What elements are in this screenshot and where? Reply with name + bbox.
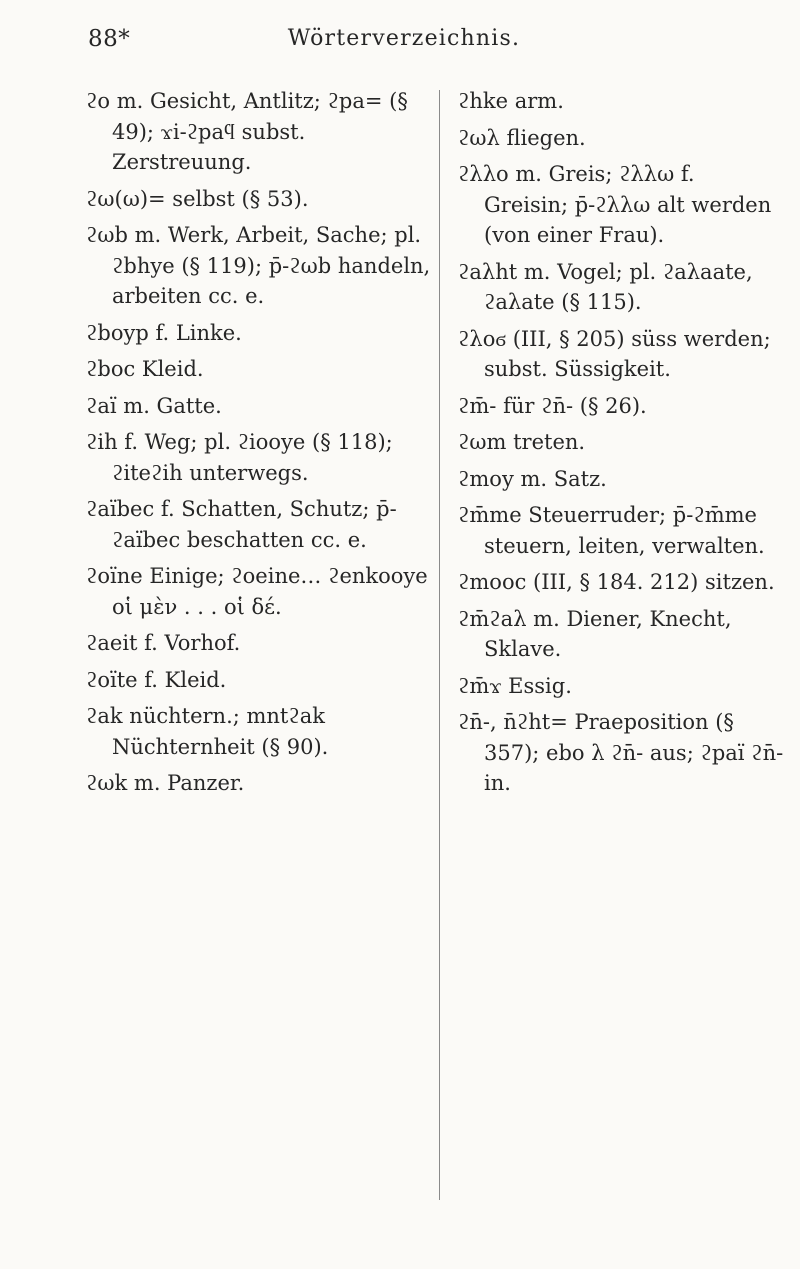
column-divider [439,90,440,1200]
entry-hmoy: ϩmoy m. Satz. [458,466,607,491]
entry-hoite: ϩoïte f. Kleid. [86,667,227,692]
entry-hm: ϩm̄- für ϩn̄- (§ 26). [458,393,647,418]
page-number: 88* [88,26,131,52]
entry-hke: ϩhke arm. [458,89,564,113]
entry-haeit: ϩaeit f. Vorhof. [86,631,241,655]
entry-hob: ϩωb m. Werk, Arbeit, Sache; pl. ϩbhye (§ 119); p̄-ϩωb handeln, arbeiten cc. e. [86,223,431,308]
entry-hmhal: ϩm̄ϩaλ m. Diener, Knecht, Sklave. [458,606,732,661]
entry-hak: ϩak nüchtern.; mntϩak Nüchternheit (§ 90). [86,704,329,759]
entry-halht: ϩaλht m. Vogel; pl. ϩaλaate, ϩaλate (§ 115). [458,259,753,314]
page-header [88,26,720,56]
entry-hbos: ϩboc Kleid. [86,357,204,381]
entry-hloc: ϩλoϭ (III, § 205) süss werden; subst. Süssigkeit. [458,326,771,381]
entry-ho: ϩo m. Gesicht, Antlitz; ϩpa= (§ 49); ϫi-ϩpaϥ subst. Zerstreuung. [86,89,408,174]
entry-hmme: ϩm̄me Steuerruder; p̄-ϩm̄me steuern, leiten, verwalten. [458,503,765,558]
entry-hok: ϩωk m. Panzer. [86,771,245,795]
entry-hn: ϩn̄-, n̄ϩht= Praeposition (§ 357); ebo λ ϩn̄- aus; ϩpaï ϩn̄- in. [458,710,784,795]
entry-hboyr: ϩboyp f. Linke. [86,320,242,345]
entry-ho-self: ϩω(ω)= selbst (§ 53). [86,186,309,211]
running-title: Wörterverzeichnis. [287,26,521,51]
entry-hmooc: ϩmooc (III, § 184. 212) sitzen. [458,570,775,594]
entry-hom: ϩωm treten. [458,430,586,454]
entry-hol: ϩωλ fliegen. [458,125,586,150]
entry-hoine: ϩoïne Einige; ϩoeine… ϩenkooye οἱ μὲν . . . οἱ δέ. [86,564,428,619]
right-column [458,86,784,805]
entry-hih: ϩih f. Weg; pl. ϩiooye (§ 118); ϩiteϩih unterwegs. [86,430,393,485]
entry-hmj: ϩm̄ϫ Essig. [458,673,572,698]
entry-haibes: ϩaïbec f. Schatten, Schutz; p̄-ϩaïbec beschatten cc. e. [86,497,397,552]
left-column [86,86,436,805]
entry-hai: ϩaï m. Gatte. [86,393,222,418]
entry-hllo: ϩλλo m. Greis; ϩλλω f. Greisin; p̄-ϩλλω alt werden (von einer Frau). [458,162,772,247]
